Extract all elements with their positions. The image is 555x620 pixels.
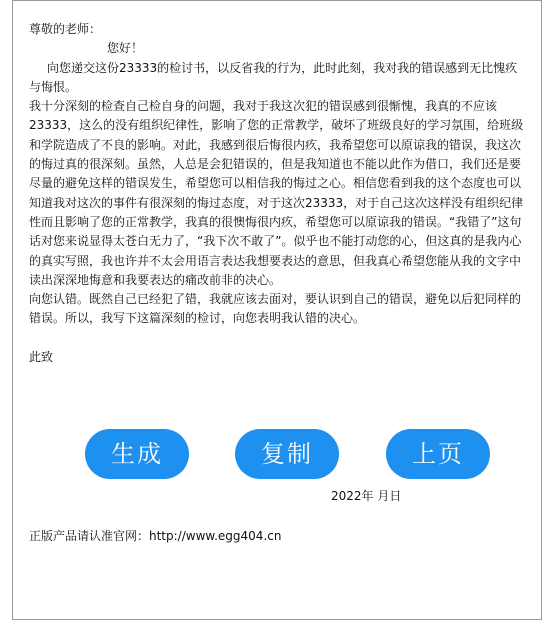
salutation: 尊敬的老师： bbox=[29, 22, 102, 36]
generate-button[interactable]: 生成 bbox=[85, 429, 189, 479]
letter-date: 2022年 月日 bbox=[331, 489, 402, 503]
footer-official-site: 正版产品请认准官网：http://www.egg404.cn bbox=[29, 529, 282, 543]
paragraph-1: 向您递交这份23333的检讨书，以反省我的行为，此时此刻，我对我的错误感到无比愧疚与悔恨。 bbox=[29, 60, 518, 94]
greeting: 您好！ bbox=[107, 41, 144, 56]
closing: 此致 bbox=[29, 349, 54, 364]
paragraph-3: 向您认错。既然自己已经犯了错，我就应该去面对，要认识到自己的错误，避免以后犯同样的错误。所以，我写下这篇深刻的检讨，向您表明我认错的决心。 bbox=[29, 292, 522, 326]
paragraph-2: 我十分深刻的检查自己检自身的问题，我对于我这次犯的错误感到很惭愧，我真的不应该23333，这么的没有组织纪律性，影响了您的正常教学，破坏了班级良好的学习氛围，给班级和学院造成了不良的影响。对此，我感到很后悔很内疚，我希望您可以原谅我的错误，我这次的悔过真的很深刻。虽然，人总是会犯错误的，但是我知道也不能以此作为借口，我们还是要尽量的避免这样的错误发生，希望您可以相信我的悔过之心。相信您看到我的这个态度也可以知道我对这次的事件有很深刻的悔过态度，对于这次23333，对于自己这次这样没有组织纪律性而且影响了您的正常教学，我真的很懊悔很内疚，希望您可以原谅我的错误。“我错了”这句话对您来说显得太苍白无力了，“我下次不敢了”。似乎也不能打动您的心，但这真的是我内心的真实写照，我也许并不太会用语言表达我想要表达的意思，但我真心希望您能从我的文字中读出深深地悔意和我要表达的痛改前非的决心。 bbox=[29, 99, 524, 287]
previous-page-button[interactable]: 上页 bbox=[386, 429, 490, 479]
copy-button[interactable]: 复制 bbox=[235, 429, 339, 479]
letter-body bbox=[29, 20, 529, 367]
